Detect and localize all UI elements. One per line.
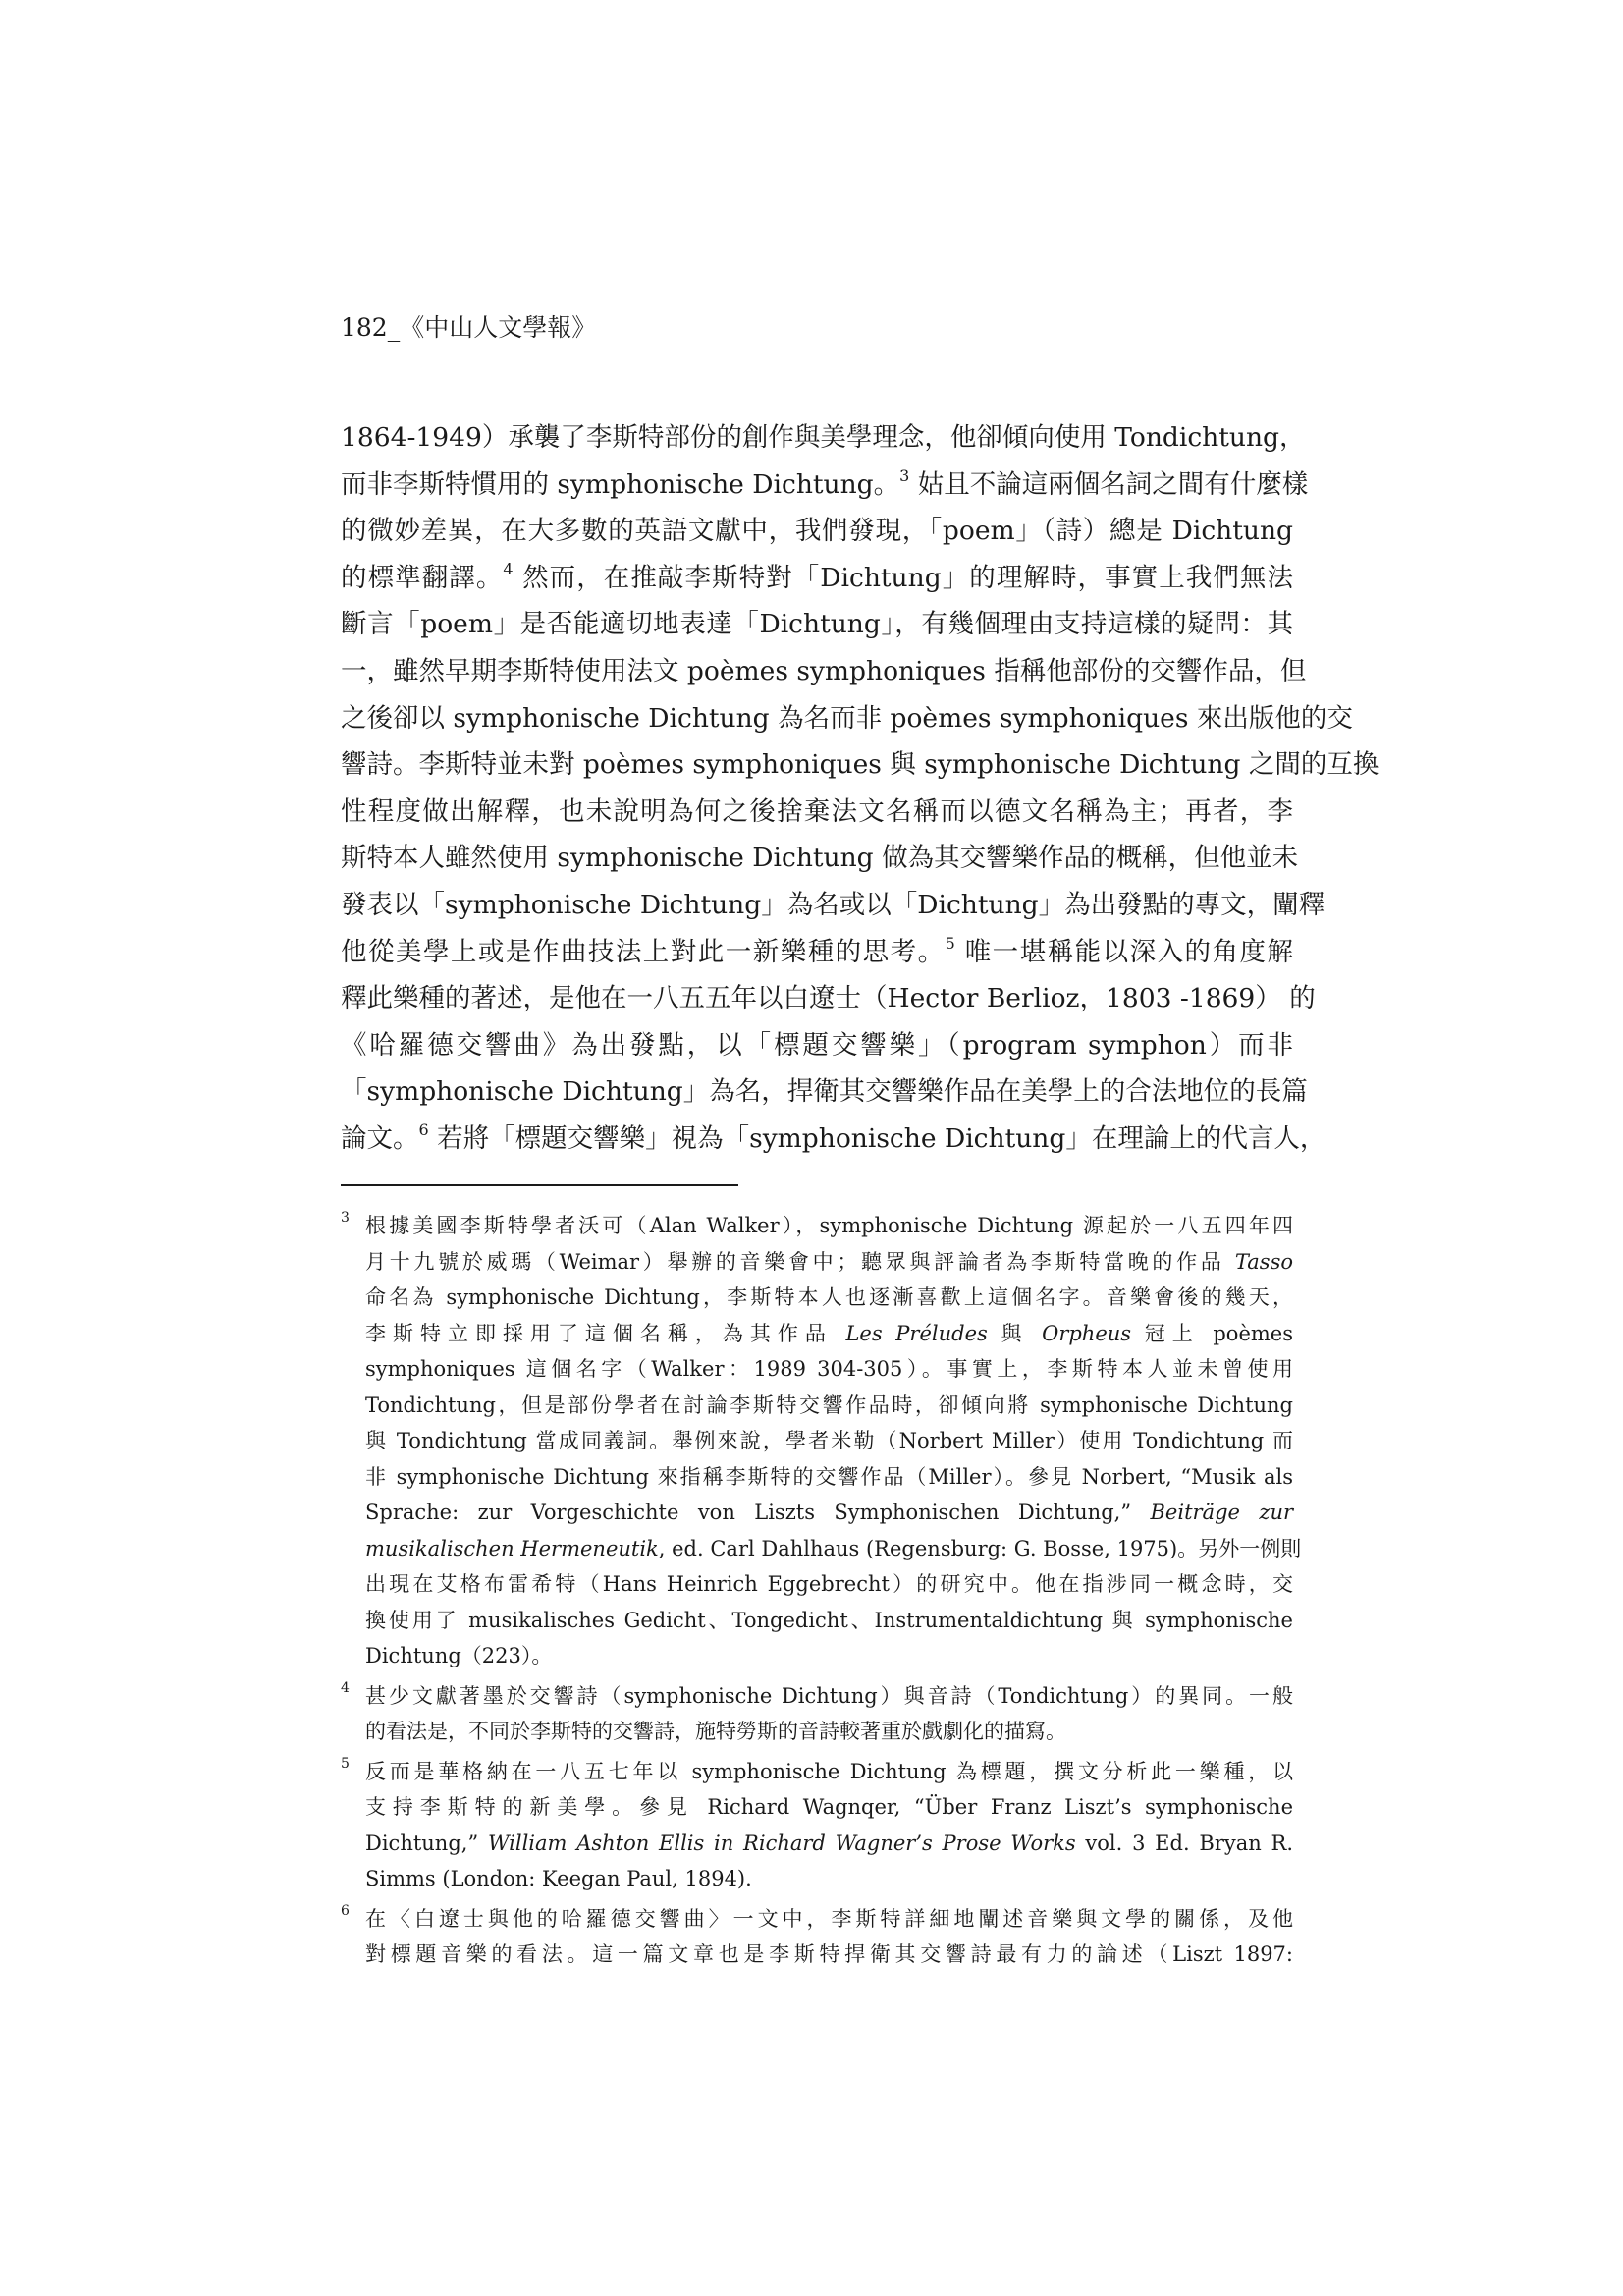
footnote-line: 非 symphonische Dichtung 來指稱李斯特的交響作品（Miller）。參見 Norbert, “Musik als	[365, 1464, 1293, 1489]
body-line: 發表以「symphonische Dichtung」為名或以「Dichtung」為出發點的專文，闡釋	[341, 889, 1325, 920]
footnote-line: 與 Tondichtung 當成同義詞。舉例來說，學者米勒（Norbert Miller）使用 Tondichtung 而	[365, 1429, 1293, 1452]
footnote-line: 支持李斯特的新美學。參見 Richard Wagnqer, “Über Franz Liszt’s symphonische	[365, 1795, 1293, 1819]
footnote-3	[341, 1208, 1302, 1674]
body-line: 《哈羅德交響曲》為出發點，以「標題交響樂」（program symphon）而非	[341, 1029, 1293, 1061]
body-line: 而非李斯特慣用的 symphonische Dichtung。$^3$ 姑且不論這兩個名詞之間有什麼樣	[341, 465, 1309, 500]
body-line: 斷言「poem」是否能適切地表達「Dichtung」，有幾個理由支持這樣的疑問：其	[341, 609, 1293, 640]
footnote-5	[341, 1754, 1293, 1897]
body-line: 一，雖然早期李斯特使用法文 poèmes symphoniques 指稱他部份的交響作品，但	[341, 655, 1307, 686]
body-line: 他從美學上或是作曲技法上對此一新樂種的思考。$^5$ 唯一堪稱能以深入的角度解	[341, 933, 1293, 967]
footnote-line: 甚少文獻著墨於交響詩（symphonische Dichtung）與音詩（Tondichtung）的異同。一般	[365, 1683, 1293, 1708]
footnote-line: Dichtung,” William Ashton Ellis in Richard Wagner’s Prose Works vol. 3 Ed. Bryan R.	[365, 1831, 1294, 1855]
footnote-line: 反而是華格納在一八五七年以 symphonische Dichtung 為標題，撰文分析此一樂種，以	[365, 1759, 1293, 1783]
body-line: 性程度做出解釋，也未說明為何之後捨棄法文名稱而以德文名稱為主；再者，李	[341, 795, 1293, 827]
footnote-line: Sprache: zur Vorgeschichte von Liszts Symphonischen Dichtung,” Beiträge zur	[365, 1501, 1294, 1524]
footnote-line: Tondichtung，但是部份學者在討論李斯特交響作品時，卻傾向將 symphonische Dichtung	[365, 1393, 1293, 1417]
footnote-line: 李斯特立即採用了這個名稱，為其作品 Les Préludes 與 Orpheus 冠上 poèmes	[365, 1321, 1293, 1345]
body-line: 的微妙差異，在大多數的英語文獻中，我們發現，「poem」（詩）總是 Dichtung	[341, 516, 1293, 547]
footnote-number: 6	[341, 1902, 350, 1919]
body-line: 斯特本人雖然使用 symphonische Dichtung 做為其交響樂作品的概稱，但他並未	[341, 843, 1299, 874]
body-line: 之後卻以 symphonische Dichtung 為名而非 poèmes symphoniques 來出版他的交	[341, 702, 1353, 734]
body-line: 論文。$^6$ 若將「標題交響樂」視為「symphonische Dichtung」在理論上的代言人，	[341, 1120, 1326, 1154]
footnote-line: symphoniques 這個名字（Walker：1989 304-305）。事實上，李斯特本人並未曾使用	[365, 1357, 1293, 1381]
footnote-line: 出現在艾格布雷希特（Hans Heinrich Eggebrecht）的研究中。他在指涉同一概念時，交	[365, 1572, 1293, 1596]
footnote-4	[341, 1678, 1293, 1750]
footnote-line: musikalischen Hermeneutik, ed. Carl Dahlhaus (Regensburg: G. Bosse, 1975)。另外一例則	[365, 1536, 1302, 1560]
footnote-line: Simms (London: Keegan Paul, 1894).	[365, 1867, 752, 1890]
footnote-ref[interactable]: 5	[945, 933, 955, 953]
footnote-line: Dichtung（223）。	[365, 1644, 553, 1667]
footnote-number: 3	[341, 1210, 350, 1226]
footnote-line: 換使用了 musikalisches Gedicht、Tongedicht、Instrumentaldichtung 與 symphonische	[365, 1608, 1293, 1632]
footnote-ref[interactable]: 3	[899, 465, 910, 485]
footnote-line: 命名為 symphonische Dichtung，李斯特本人也逐漸喜歡上這個名字。音樂會後的幾天，	[365, 1285, 1293, 1309]
footnote-line: 對標題音樂的看法。這一篇文章也是李斯特捍衛其交響詩最有力的論述（Liszt 1897:	[365, 1942, 1293, 1966]
body-line: 1864-1949）承襲了李斯特部份的創作與美學理念，他卻傾向使用 Tondichtung，	[341, 422, 1306, 453]
body-line: 響詩。李斯特並未對 poèmes symphoniques 與 symphonische Dichtung 之間的互換	[341, 749, 1380, 781]
footnote-line: 根據美國李斯特學者沃可（Alan Walker），symphonische Dichtung 源起於一八五四年四	[365, 1214, 1293, 1237]
footnote-line: 的看法是，不同於李斯特的交響詩，施特勞斯的音詩較著重於戲劇化的描寫。	[365, 1720, 1066, 1743]
body-line: 「symphonische Dichtung」為名，捍衛其交響樂作品在美學上的合法地位的長篇	[341, 1076, 1308, 1108]
running-head: 182_《中山人文學報》	[341, 313, 597, 342]
footnote-separator	[341, 1184, 738, 1186]
footnote-ref[interactable]: 4	[503, 559, 514, 578]
body-text	[341, 414, 1380, 1163]
footnote-number: 5	[341, 1755, 350, 1772]
footnotes	[341, 1208, 1302, 1977]
footnote-6	[341, 1901, 1293, 1973]
body-line: 釋此樂種的著述，是他在一八五五年以白遼士（Hector Berlioz，1803 -1869） 的	[341, 983, 1316, 1014]
footnote-line: 在〈白遼士與他的哈羅德交響曲〉一文中，李斯特詳細地闡述音樂與文學的關係，及他	[365, 1906, 1293, 1931]
footnote-number: 4	[341, 1679, 350, 1696]
footnote-ref[interactable]: 6	[418, 1120, 429, 1139]
body-line: 的標準翻譯。$^4$ 然而，在推敲李斯特對「Dichtung」的理解時，事實上我們無法	[341, 559, 1293, 593]
footnote-line: 月十九號於威瑪（Weimar）舉辦的音樂會中；聽眾與評論者為李斯特當晚的作品 Tasso	[365, 1249, 1293, 1274]
